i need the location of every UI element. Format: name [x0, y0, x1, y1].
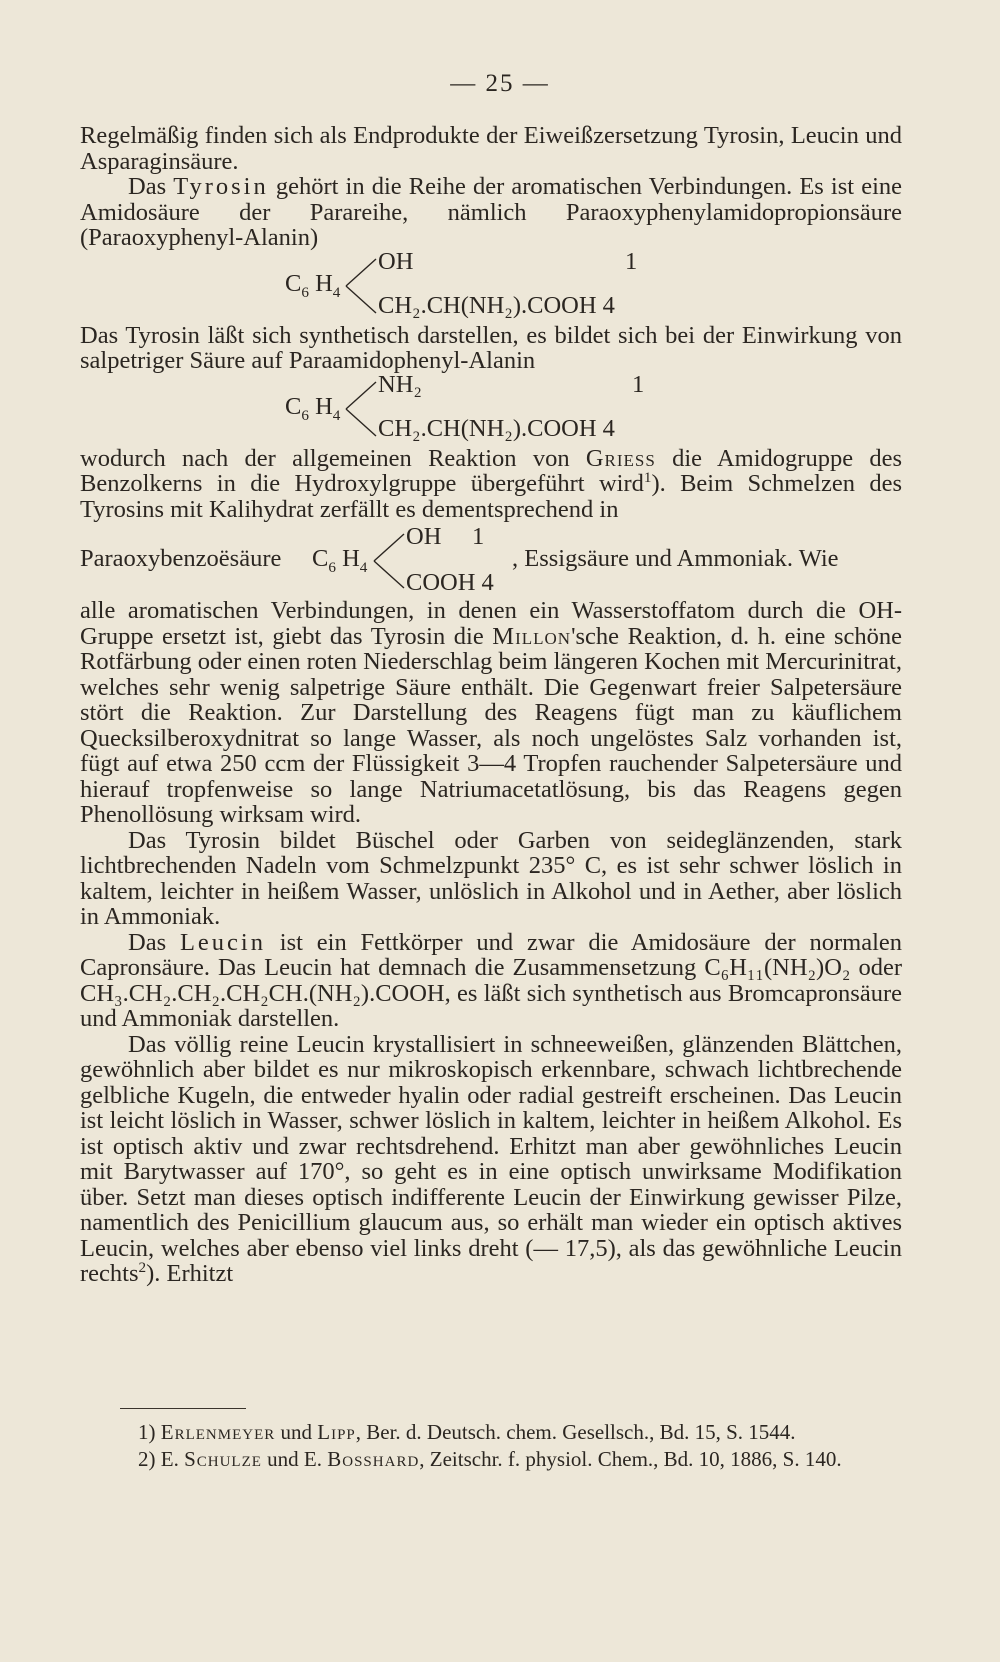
text-run: gehört in die Reihe der aromatischen Verbindungen. Es ist eine Amidosäure der Parareihe, nämlich Paraoxyphenylamidopropionsäure (Paraoxyphenyl-Alanin)	[80, 173, 902, 251]
footnote-author: Erlenmeyer	[160, 1420, 276, 1444]
footnotes	[80, 1408, 902, 1473]
text-run: Das	[128, 173, 174, 200]
author-millon: Millon	[492, 622, 572, 650]
spaced-term-tyrosin: Tyrosin	[173, 173, 269, 200]
footnote-ref-1[interactable]: 1	[643, 468, 652, 486]
footnote-author: Bosshard	[327, 1447, 420, 1471]
formula-base: $C_6$ $H_4$	[312, 545, 368, 576]
formula-position-1: 1	[632, 370, 645, 398]
formula-bottom-group: COOH 4	[406, 569, 494, 596]
formula-bottom-group: CH₂.CH(NH₂).COOH 4	[378, 291, 615, 319]
paragraph-millon: alle aromatischen Verbindungen, in denen ein Wasserstoffatom durch die OH-Gruppe ersetzt ist, giebt das Tyrosin die Millon'sche Reaktion, d. h. eine schöne Rotfärbung oder einen roten Niederschlag beim längeren Kochen mit Mercurinitrat, welches sehr wenig salpetrige Säure enthält. Die Gegenwart freier Salpetersäure stört die Reaktion. Zur Darstellung des Reagens fügt man zu käuflichem Quecksilberoxydnitrat so lange Wasser, als noch ungelöstes Salz vorhanden ist, fügt auf etwa 250 ccm der Flüssigkeit 3—4 Tropfen rauchender Salpetersäure und hierauf tropfenweise so lange Natriumacetatlösung, bis das Reagens gegen Phenollösung wirksam wird.	[80, 597, 902, 828]
formula-paraoxybenzoesaeure	[80, 522, 902, 598]
formula-position-1: 1	[472, 523, 485, 550]
formula-top-group: OH	[406, 523, 442, 550]
paragraph-leucin-properties: Das völlig reine Leucin krystallisiert in schneeweißen, glänzenden Blättchen, gewöhnlich aber bildet es nur mikroskopisch erkennbare, schwach lichtbrechende gelbliche Kugeln, die entweder hyalin oder radial gestreift erscheinen. Das Leucin ist leicht löslich in Wasser, schwer löslich in kaltem, leichter in heißem Alkohol. Es ist optisch aktiv und zwar rechtsdrehend. Erhitzt man aber gewöhnliches Leucin mit Barytwasser auf 170°, so geht es in eine optisch unwirksame Modifikation über. Setzt man dieses optisch indifferente Leucin der Einwirkung gewisser Pilze, namentlich des Penicillium glaucum aus, so erhält man wieder ein optisch aktives Leucin, welches aber ebenso viel links dreht (— 17,5), als das gewöhnliche Leucin rechts$^2$). Erhitzt	[80, 1030, 902, 1287]
formula-tail-text: , Essigsäure und Ammoniak. Wie	[512, 545, 839, 572]
paragraph-tyrosin-properties: Das Tyrosin bildet Büschel oder Garben von seideglänzenden, stark lichtbrechenden Nadeln vom Schmelzpunkt 235° C, es ist sehr schwer löslich in kaltem, leichter in heißem Wasser, unlöslich in Alkohol und in Aether, aber löslich in Ammoniak.	[80, 826, 902, 930]
paragraph-synthesis: Das Tyrosin läßt sich synthetisch darstellen, es bildet sich bei der Einwirkung von salpetriger Säure auf Paraamidophenyl-Alanin	[80, 321, 902, 374]
author-griess: Griess	[585, 444, 656, 472]
footnote-1: 1) Erlenmeyer und Lipp, Ber. d. Deutsch. chem. Gesellsch., Bd. 15, S. 1544.	[138, 1420, 796, 1444]
paragraph-griess: wodurch nach der allgemeinen Reaktion von Griess die Amidogruppe des Benzolkerns in die Hydroxylgruppe übergeführt wird$^1$). Beim Schmelzen des Tyrosins mit Kalihydrat zerfällt es dementsprechend in	[80, 444, 902, 523]
formula-base: $C_6$ $H_4$	[285, 269, 341, 301]
footnote-author: Lipp	[317, 1420, 356, 1444]
formula-top-group: NH₂	[378, 370, 422, 398]
body-text	[80, 123, 902, 1287]
formula-amidophenyl	[80, 370, 902, 446]
footnote-2: 2) E. Schulze und E. Bosshard, Zeitschr. f. physiol. Chem., Bd. 10, 1886, S. 140.	[138, 1447, 842, 1471]
paragraph-leucin-intro: Das Leucin ist ein Fettkörper und zwar die Amidosäure der normalen Capronsäure. Das Leucin hat demnach die Zusammensetzung C₆H₁₁(NH₂)O₂ oder CH₃.CH₂.CH₂.CH₂CH.(NH₂).COOH, es läßt sich synthetisch aus Bromcapronsäure und Ammoniak darstellen.	[80, 928, 903, 1032]
formula-lead-text: Paraoxybenzoësäure	[80, 545, 282, 572]
bond-lines	[342, 378, 378, 440]
formula-top-group: OH	[378, 247, 414, 275]
footnote-author: Schulze	[184, 1447, 262, 1471]
page-number: — 25 —	[450, 70, 550, 97]
spaced-term-leucin: Leucin	[179, 928, 266, 956]
leucin-formula: C₆H₁₁(NH₂)O₂ oder CH₃.CH₂.CH₂.CH₂CH.(NH₂).COOH,	[80, 954, 903, 1007]
paragraph-tyrosin-intro	[80, 174, 902, 251]
formula-bottom-group: CH₂.CH(NH₂).COOH 4	[378, 414, 615, 442]
bond-lines	[342, 255, 378, 317]
footnote-ref-2[interactable]: 2	[138, 1258, 147, 1276]
footnote-divider	[120, 1408, 246, 1409]
paragraph-1: Regelmäßig finden sich als Endprodukte der Eiweißzersetzung Tyrosin, Leucin und Asparaginsäure.	[80, 122, 902, 175]
formula-position-1: 1	[625, 247, 638, 275]
bond-lines	[370, 530, 406, 592]
formula-tyrosin	[80, 247, 902, 323]
formula-base: $C_6$ $H_4$	[285, 392, 341, 424]
